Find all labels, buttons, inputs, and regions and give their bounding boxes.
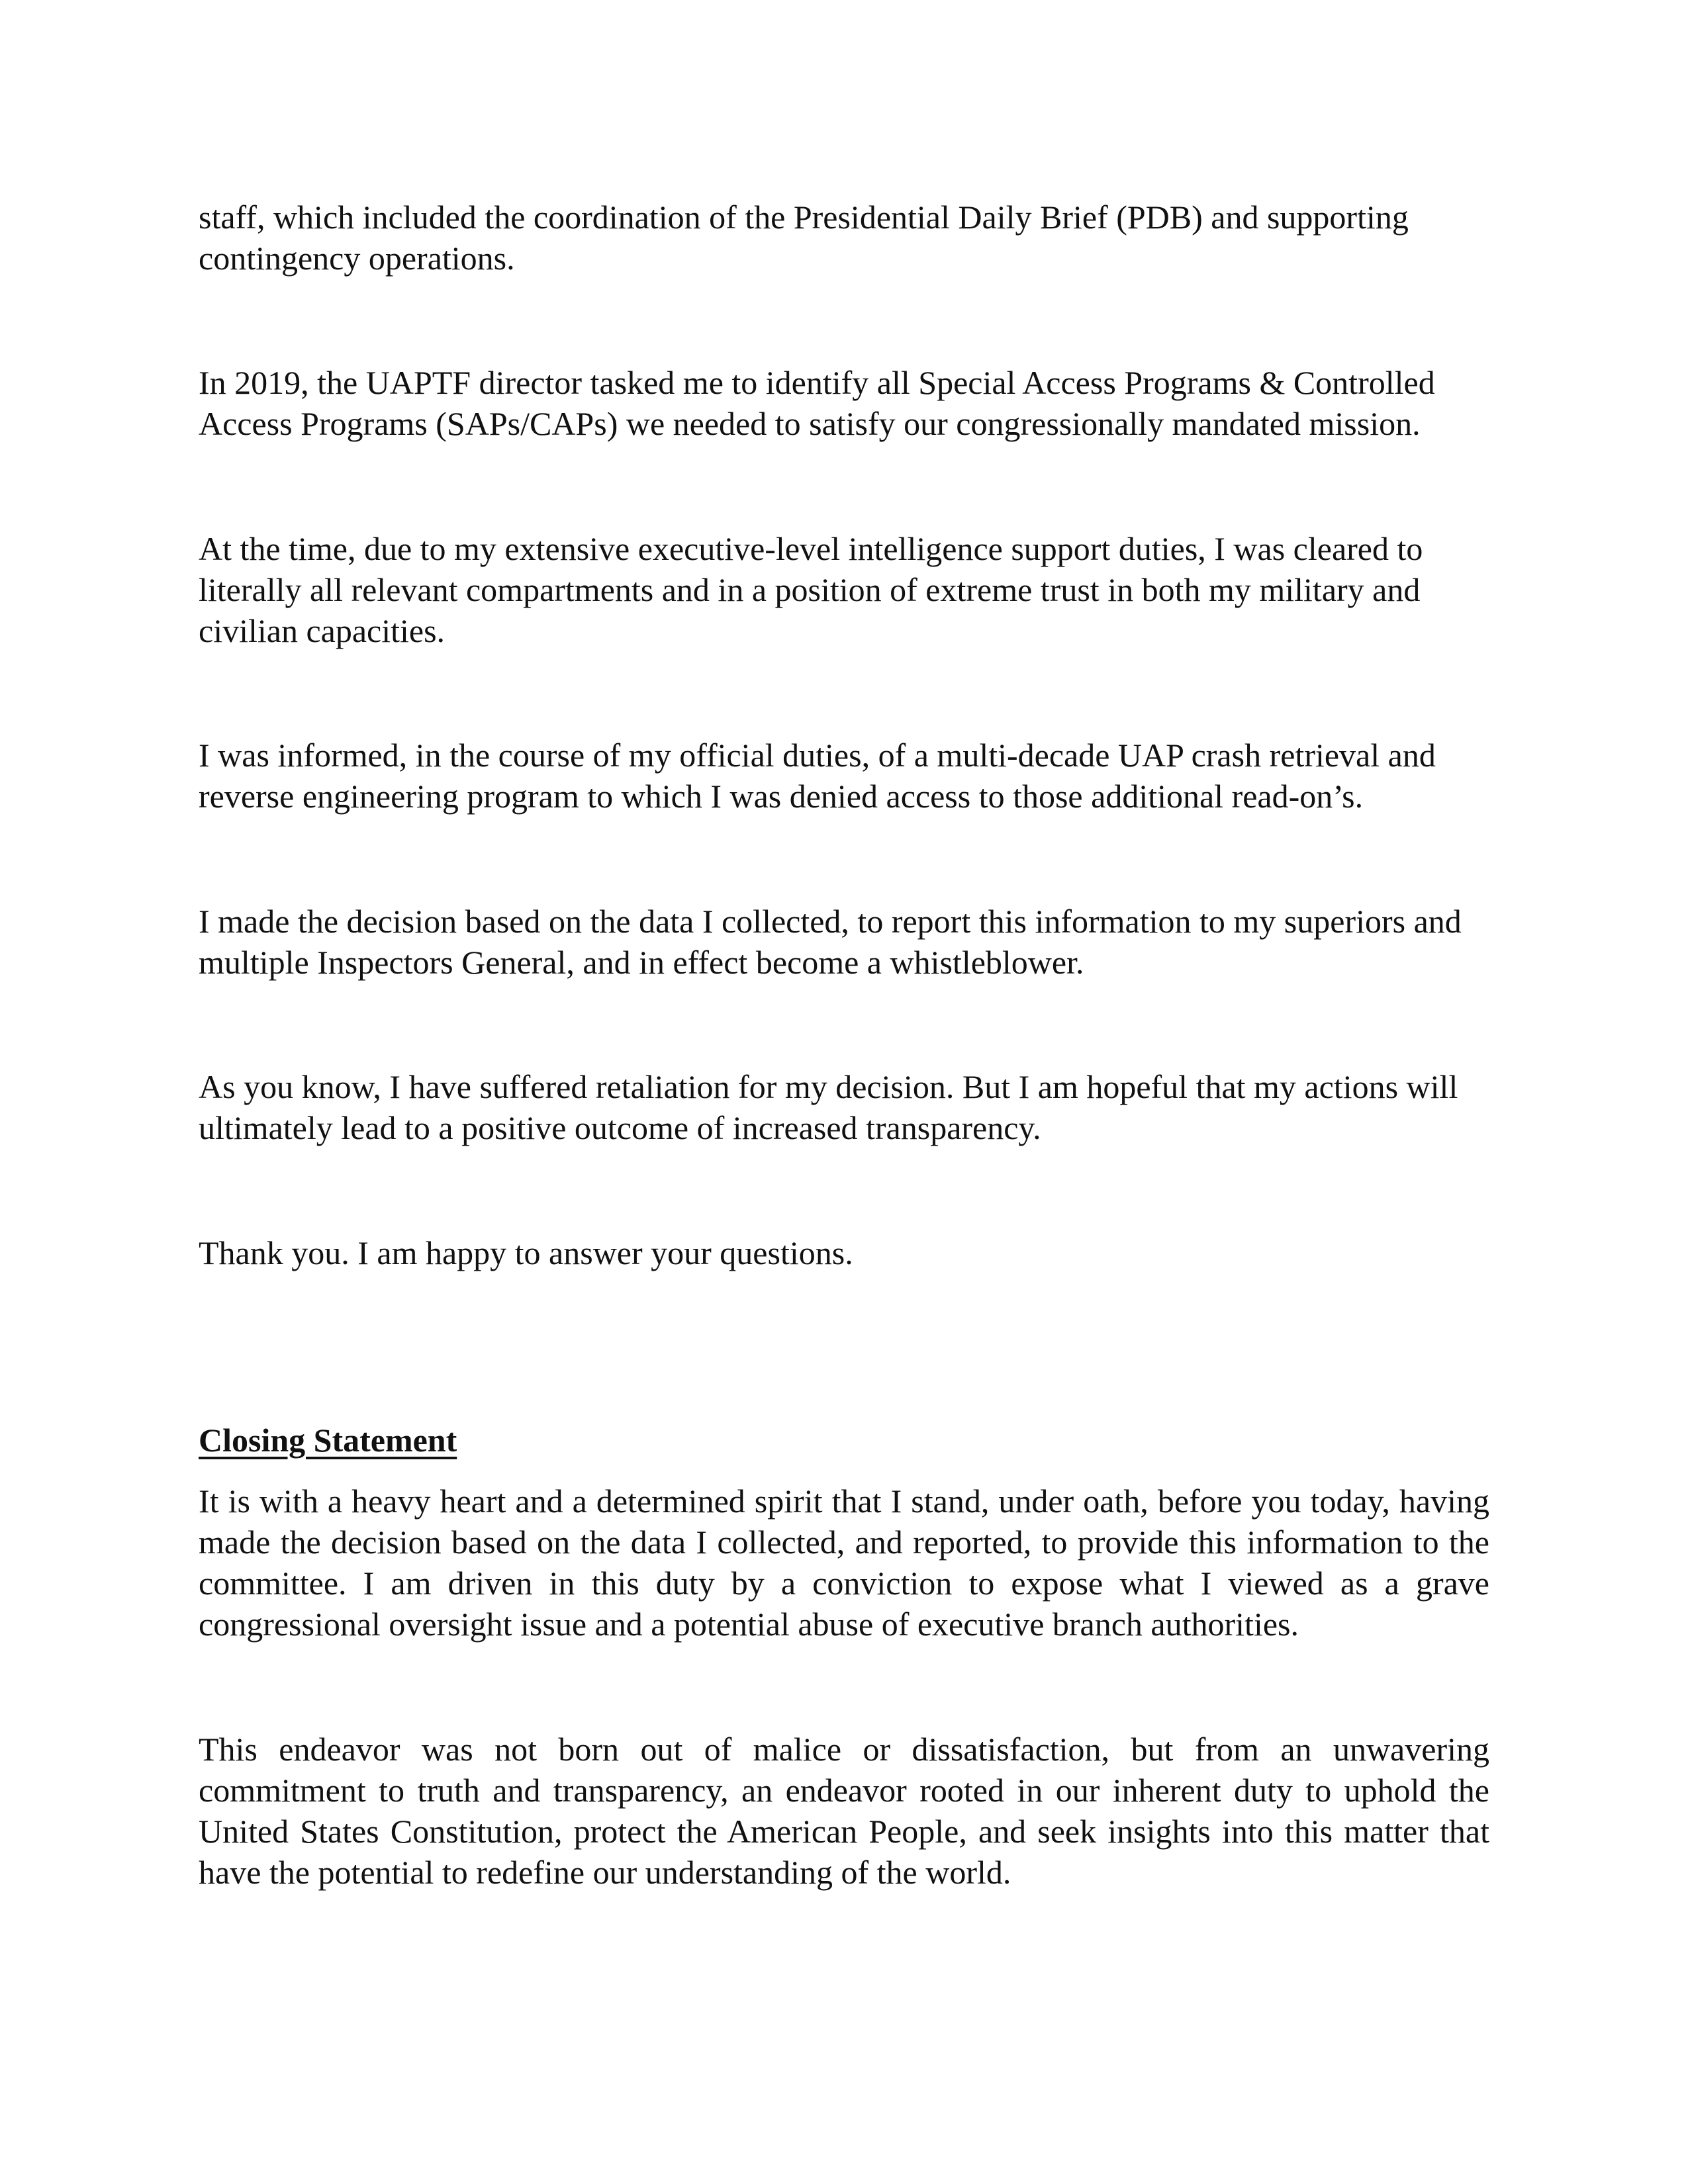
paragraph-uaptf-tasking: In 2019, the UAPTF director tasked me to identify all Special Access Programs & Controlled Access Programs (SAPs/CAPs) we needed to satisfy our congressionally mandated mission.: [199, 364, 1435, 442]
closing-paragraph-endeavor: This endeavor was not born out of malice or dissatisfaction, but from an unwavering commitment to truth and transparency, an endeavor rooted in our inherent duty to uphold the United States Constitution, protect the American People, and seek insights into this matter that have the potential to redefine our understanding of the world.: [199, 1731, 1489, 1891]
paragraph-retaliation: As you know, I have suffered retaliation for my decision. But I am hopeful that my actions will ultimately lead to a positive outcome of increased transparency.: [199, 1068, 1458, 1146]
paragraph-crash-retrieval-program: I was informed, in the course of my official duties, of a multi-decade UAP crash retrieval and reverse engineering program to which I was denied access to those additional read-on’s.: [199, 737, 1436, 815]
paragraph-clearances: At the time, due to my extensive executive-level intelligence support duties, I was cleared to literally all relevant compartments and in a position of extreme trust in both my military and civilian capacities.: [199, 530, 1423, 649]
document-page: [199, 0, 1489, 2184]
closing-paragraph-oath: It is with a heavy heart and a determined spirit that I stand, under oath, before you today, having made the decision based on the data I collected, and reported, to provide this information to the committee. I am driven in this duty by a conviction to expose what I viewed as a grave congressional oversight issue and a potential abuse of executive branch authorities.: [199, 1482, 1489, 1643]
paragraph-thank-you: Thank you. I am happy to answer your questions.: [199, 1234, 853, 1271]
closing-statement-heading: Closing Statement: [199, 1422, 457, 1459]
paragraph-pdb-coordination: staff, which included the coordination of the Presidential Daily Brief (PDB) and supporting contingency operations.: [199, 199, 1409, 277]
paragraph-whistleblower-decision: I made the decision based on the data I collected, to report this information to my superiors and multiple Inspectors General, and in effect become a whistleblower.: [199, 903, 1462, 981]
